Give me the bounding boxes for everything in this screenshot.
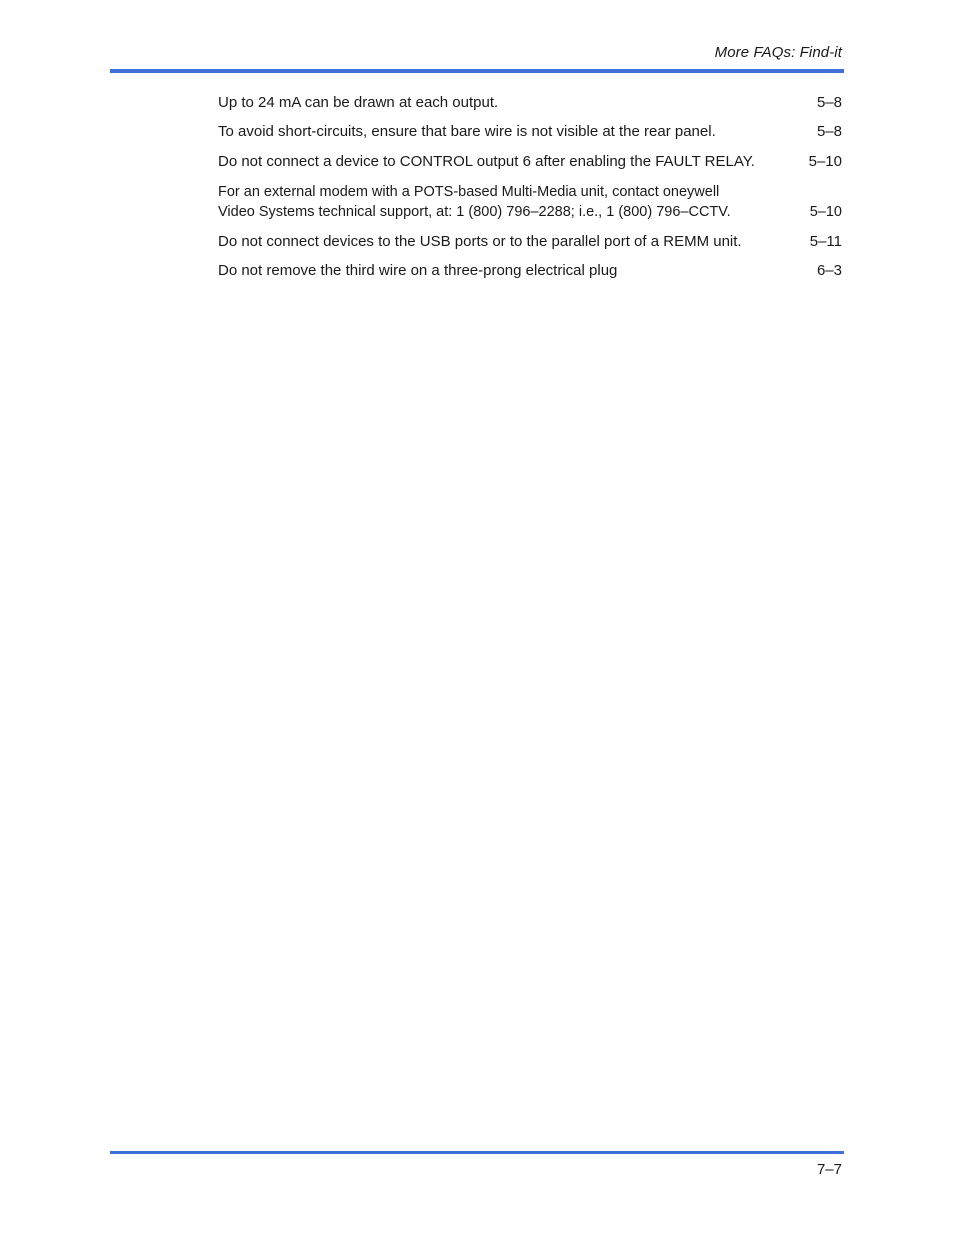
faq-entry xyxy=(218,122,842,142)
faq-entry xyxy=(218,261,842,281)
faq-entry-page-ref: 5–10 xyxy=(809,204,842,220)
faq-entry xyxy=(218,182,842,222)
faq-entry-page-ref: 5–8 xyxy=(816,123,842,140)
faq-entry-text: Do not connect devices to the USB ports or to the parallel port of a REMM unit. xyxy=(218,233,742,250)
faq-entry-text-line-2: Video Systems technical support, at: 1 (800) 796–2288; i.e., 1 (800) 796–CCTV. xyxy=(218,204,731,220)
faq-entry-page-ref: 6–3 xyxy=(816,262,842,279)
faq-entry-list xyxy=(218,93,842,281)
faq-entry-page-ref: 5–11 xyxy=(809,233,842,250)
faq-entry-text: Do not connect a device to CONTROL output 6 after enabling the FAULT RELAY. xyxy=(218,153,755,170)
faq-entry xyxy=(218,152,842,172)
running-header-title: More FAQs: Find-it xyxy=(714,44,842,61)
footer-page-number: 7–7 xyxy=(816,1161,842,1178)
faq-entry-page-ref: 5–8 xyxy=(816,94,842,111)
faq-entry xyxy=(218,232,842,252)
faq-entry-text: Up to 24 mA can be drawn at each output. xyxy=(218,94,499,111)
footer-rule xyxy=(110,1151,844,1154)
header-rule xyxy=(110,69,844,73)
faq-entry xyxy=(218,93,842,113)
faq-entry-text: To avoid short-circuits, ensure that bare wire is not visible at the rear panel. xyxy=(218,123,716,140)
faq-entry-text xyxy=(218,182,810,222)
faq-entry-text: Do not remove the third wire on a three-prong electrical plug xyxy=(218,262,618,279)
faq-entry-text-line-1: For an external modem with a POTS-based Multi-Media unit, contact oneywell xyxy=(218,184,720,200)
faq-entry-page-ref: 5–10 xyxy=(808,153,842,170)
